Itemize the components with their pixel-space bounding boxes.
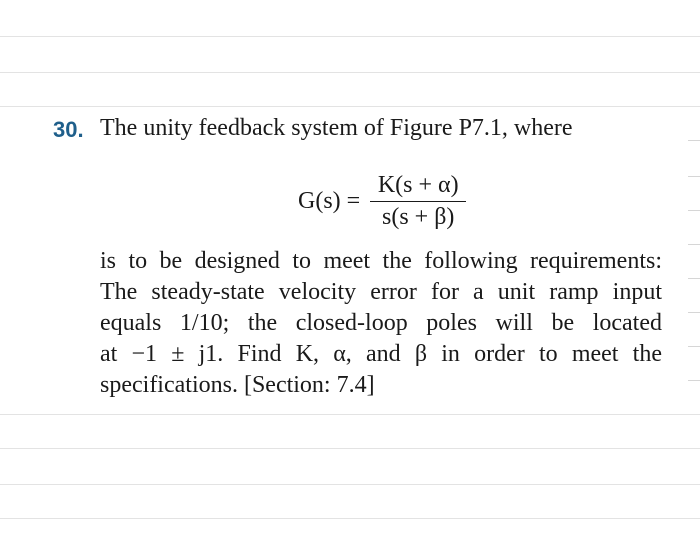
equation-lhs: G(s) = bbox=[298, 188, 361, 215]
problem-line: The steady-state velocity error for a unit ramp input bbox=[100, 279, 662, 305]
equation-denominator: s(s + β) bbox=[381, 204, 455, 231]
problem-line: equals 1/10; the closed-loop poles will be located bbox=[100, 310, 662, 336]
problem-line: specifications. [Section: 7.4] bbox=[100, 372, 375, 398]
problem-body bbox=[100, 246, 662, 401]
equation-numerator: K(s + α) bbox=[377, 172, 459, 198]
problem-line: at −1 ± j1. Find K, α, and β in order to meet the bbox=[100, 341, 662, 367]
problem-line: is to be designed to meet the following requirements: bbox=[100, 248, 662, 274]
problem-number: 30. bbox=[53, 117, 84, 142]
transfer-function-equation bbox=[298, 172, 466, 231]
problem-intro: The unity feedback system of Figure P7.1, where bbox=[100, 115, 573, 141]
equation-fraction bbox=[370, 172, 466, 231]
